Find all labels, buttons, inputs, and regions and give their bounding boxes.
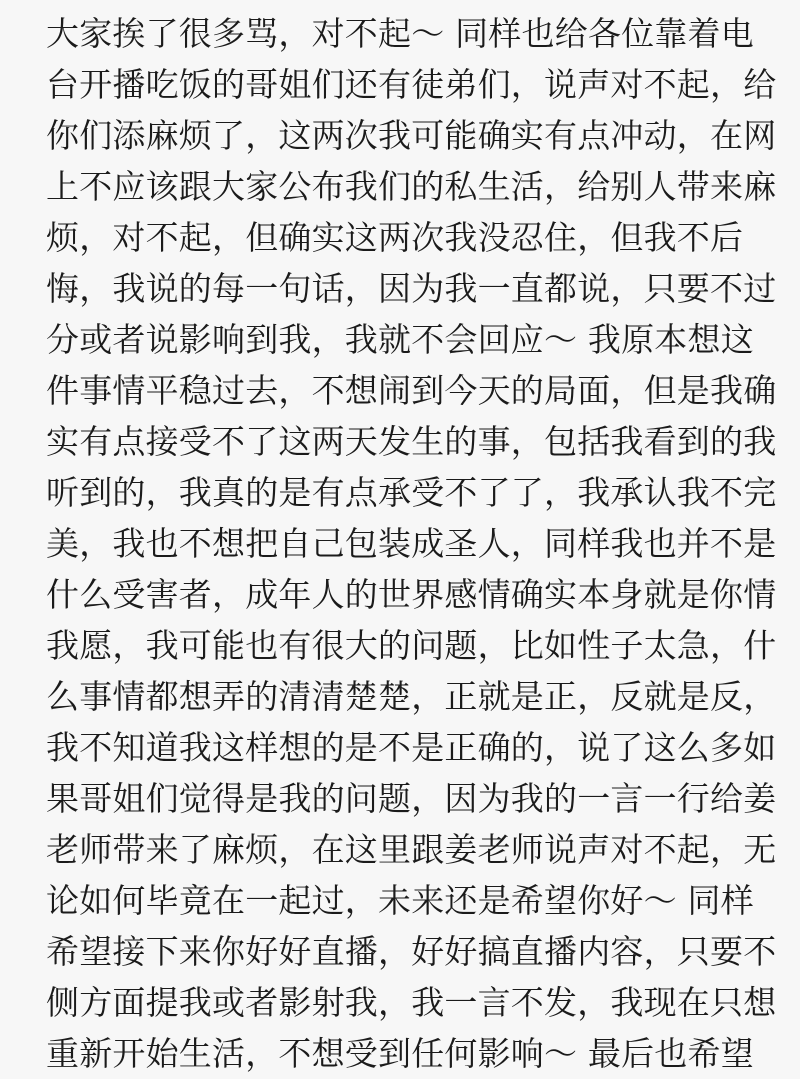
- text-line: 果哥姐们觉得是我的问题，因为我的一言一行给姜: [46, 779, 777, 818]
- text-line: 侧方面提我或者影射我，我一言不发，我现在只想: [46, 983, 777, 1022]
- text-line: 什么受害者，成年人的世界感情确实本身就是你情: [46, 575, 777, 614]
- text-line: 上不应该跟大家公布我们的私生活，给别人带来麻: [46, 167, 777, 206]
- text-line: 件事情平稳过去，不想闹到今天的局面，但是我确: [46, 371, 777, 410]
- text-line: 台开播吃饭的哥姐们还有徒弟们，说声对不起，给: [46, 65, 777, 104]
- text-line: 我不知道我这样想的是不是正确的，说了这么多如: [46, 728, 777, 767]
- text-line: 么事情都想弄的清清楚楚，正就是正，反就是反，: [46, 677, 777, 716]
- text-line: 老师带来了麻烦，在这里跟姜老师说声对不起，无: [46, 830, 777, 869]
- text-line: 听到的，我真的是有点承受不了了，我承认我不完: [46, 473, 777, 512]
- text-line: 烦，对不起，但确实这两次我没忍住，但我不后: [46, 218, 744, 257]
- text-line: 我愿，我可能也有很大的问题，比如性子太急，什: [46, 626, 777, 665]
- text-line: 分或者说影响到我，我就不会回应～ 我原本想这: [46, 320, 754, 359]
- text-line: 悔，我说的每一句话，因为我一直都说，只要不过: [46, 269, 777, 308]
- text-line: 大家挨了很多骂，对不起～ 同样也给各位靠着电: [46, 14, 754, 53]
- text-line: 重新开始生活，不想受到任何影响～ 最后也希望: [46, 1034, 754, 1073]
- text-line: 实有点接受不了这两天发生的事，包括我看到的我: [46, 422, 777, 461]
- text-line: 你们添麻烦了，这两次我可能确实有点冲动，在网: [46, 116, 777, 155]
- text-line: 论如何毕竟在一起过，未来还是希望你好～ 同样: [46, 881, 754, 920]
- post-body-text: [46, 8, 786, 1079]
- text-line: 美，我也不想把自己包装成圣人，同样我也并不是: [46, 524, 777, 563]
- text-line: 希望接下来你好好直播，好好搞直播内容，只要不: [46, 932, 777, 971]
